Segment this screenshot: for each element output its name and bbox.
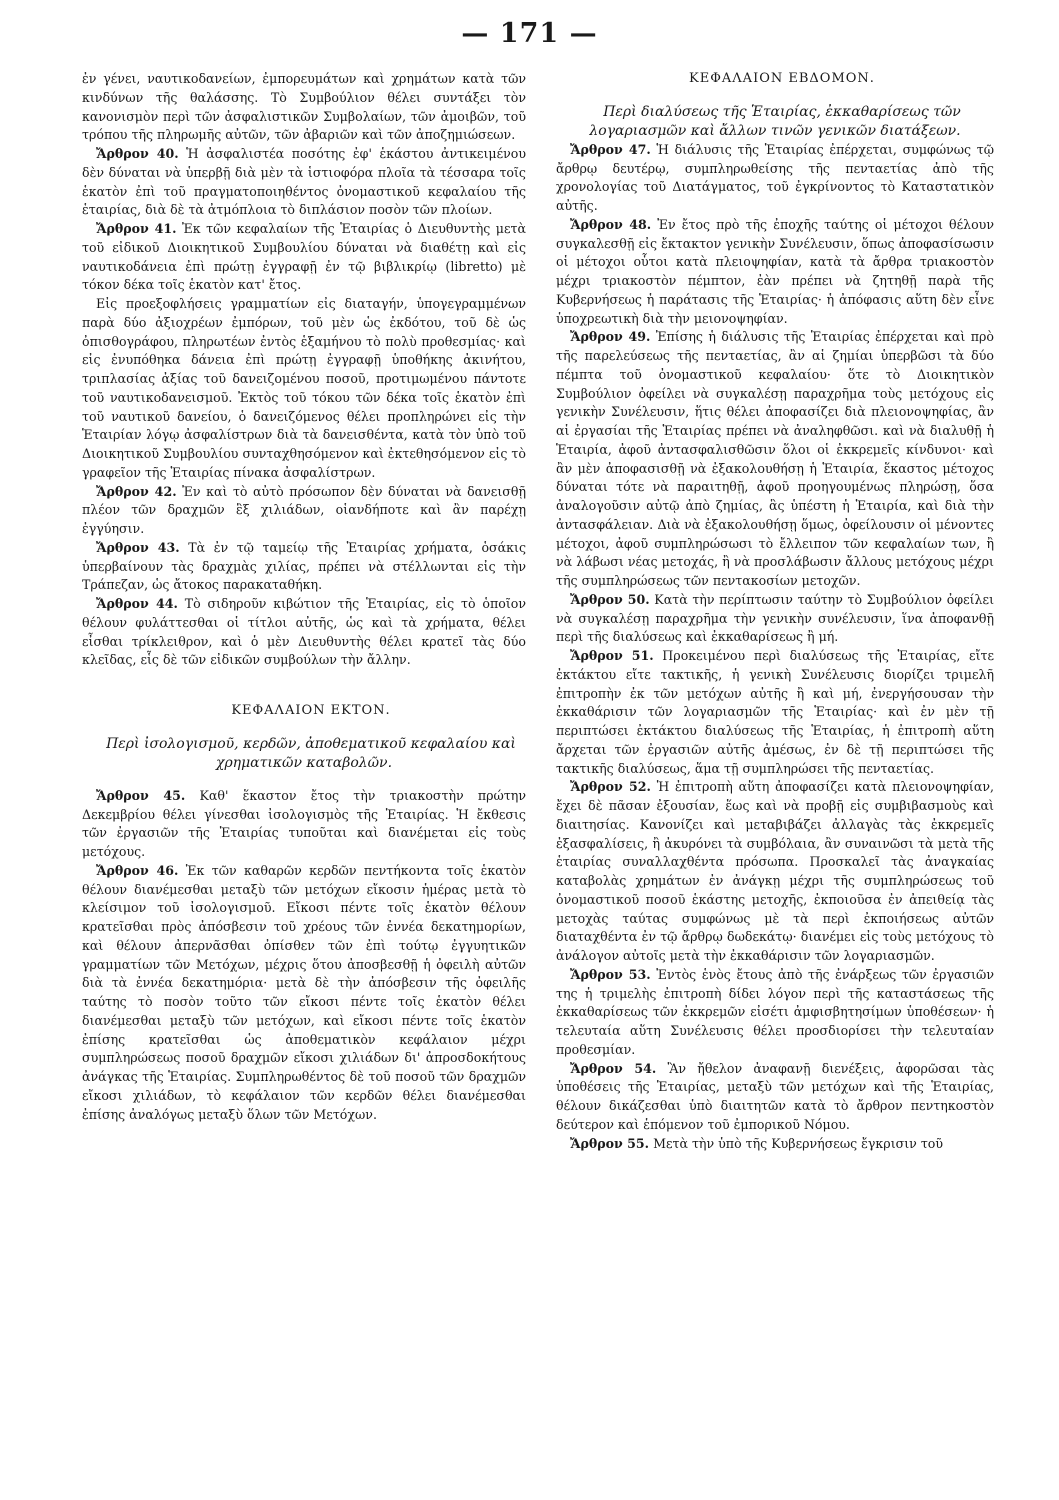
article-text: Προκειμένου περὶ διαλύσεως τῆς Ἑταιρίας, εἴτε ἐκτάκτου εἴτε τακτικῆς, ἡ γενικὴ Συνέλευσις διορίζει τριμελῆ ἐπιτροπὴν ἐκ τῶν μετόχων αὐτῆς ἢ καὶ μή, ἐνεργήσουσαν τὴν ἐκκαθάρισιν τῶν λογαριασμῶν τῆς Ἑταιρίας· καὶ ἐν μὲν τῇ περιπτώσει ἐκτάκτου διαλύσεως τῆς Ἑταιρίας, ἡ ἐπιτροπὴ αὕτη ἄρχεται τῶν ἐργασιῶν αὐτῆς ἀμέσως, ἐν δὲ τῇ περιπτώσει τῆς τακτικῆς διαλύσεως, ἅμα τῇ συμπληρώσει τῆς πενταετίας. (556, 648, 994, 776)
article-label: Ἄρθρον 51. (570, 648, 654, 663)
article-43 (82, 539, 526, 595)
chapter-6-title: ΚΕΦΑΛΑΙΟΝ ΕΚΤΟΝ. (231, 703, 391, 718)
article-51 (556, 647, 994, 778)
article-label: Ἄρθρον 53. (570, 966, 651, 982)
article-label: Ἄρθρον 41. (96, 221, 177, 236)
article-41 (82, 220, 526, 295)
article-text: Ἐκ τῶν καθαρῶν κερδῶν πεντήκοντα τοῖς ἑκατὸν θέλουν διανέμεσθαι μεταξὺ τῶν μετόχων εἴκοσιν ἡμέρας μετὰ τὸ κλείσιμον τοῦ ἰσολογισμοῦ. Εἴκοσι πέντε τοῖς ἑκατὸν θέλουν κρατεῖσθαι πρὸς ἀπόσβεσιν τοῦ χρέους τῶν ἐννέα δεκατημορίων, καὶ θέλουν ἀπερνᾶσθαι ὀπίσθεν τῶν ἐπὶ τούτῳ ἐγγυητικῶν γραμματίων τῶν Μετόχων, μέχρις ὅτου ἀποσβεσθῇ ἡ ὀφειλὴ αὐτῶν διὰ τὰ ἐννέα δεκατημόρια· μετὰ δὲ τὴν ἀπόσβεσιν τῆς ὀφειλῆς ταύτης τὸ ποσὸν τοῦτο τῶν εἴκοσι πέντε τοῖς ἑκατὸν θέλει διανέμεσθαι μεταξὺ τῶν μετόχων, καὶ εἴκοσι πέντε τοῖς ἑκατὸν ἐπίσης κρατεῖσθαι ὡς ἀποθεματικὸν κεφάλαιον μέχρι συμπληρώσεως ποσοῦ δραχμῶν εἴκοσι χιλιάδων δι' ἀπροσδοκήτους ἀνάγκας τῆς Ἑταιρίας. Συμπληρωθέντος δὲ τοῦ ποσοῦ τῶν δραχμῶν εἴκοσι χιλιάδων, τὸ κεφάλαιον τῶν κερδῶν θέλει διανέμεσθαι ἐπίσης ἀναλόγως μεταξὺ ὅλων τῶν Μετόχων. (82, 862, 526, 1122)
article-label: Ἄρθρον 45. (96, 787, 186, 803)
article-text: Ἡ ἀσφαλιστέα ποσότης ἐφ' ἑκάστου ἀντικειμένου δὲν δύναται νὰ ὑπερβῇ διὰ μὲν τὰ ἱστιοφόρα πλοῖα τὰ τέσσαρα τοῖς ἑκατὸν ἐπὶ τοῦ πραγματοποιηθέντος ὀνομαστικοῦ κεφαλαίου τῆς ἑταιρίας, διὰ δὲ τὰ ἀτμόπλοια τὸ διπλάσιον ποσὸν τῶν πλοίων. (82, 146, 527, 218)
article-text: Ἐπίσης ἡ διάλυσις τῆς Ἑταιρίας ἐπέρχεται καὶ πρὸ τῆς παρελεύσεως τῆς πενταετίας, ἂν αἱ ζημίαι ὑπερβῶσι τὰ δύο πέμπτα τοῦ ὀνομαστικοῦ κεφαλαίου· ὅτε τὸ Διοικητικὸν Συμβούλιον ὀφείλει νὰ συγκαλέσῃ παραχρῆμα τοὺς μετόχους εἰς γενικὴν Συνέλευσιν, ἥτις θέλει ἀποφασίζει διὰ πλειονοψηφίας, ἂν αἱ ἐργασίαι τῆς Ἑταιρίας πρέπει νὰ ἀναληφθῶσι. καὶ νὰ διαλυθῇ ἡ Ἑταιρία, ἀφοῦ ἀντασφαλισθῶσιν ὅλοι οἱ ἐκκρεμεῖς κίνδυνοι· καὶ ἂν μὲν ἀποφασισθῇ νὰ ἐξακολουθήσῃ ἡ Ἑταιρία, ἕκαστος μέτοχος δύναται τότε νὰ παραιτηθῇ, ἀφοῦ προηγουμένως πληρώσῃ, ὅσα ἀναλογοῦσιν αὐτῷ ἀπὸ ζημίας, ἃς ὑπέστη ἡ Ἑταιρία, καὶ διὰ τὴν ἀντασφάλειαν. Διὰ νὰ ἐξακολουθήσῃ ὅμως, ὀφείλουσιν οἱ μένοντες μέτοχοι, ἀφοῦ συμπληρώσωσι τὸ ἔλλειπον τῶν κεφαλαίων των, ἢ νὰ λάβωσι νέας μετοχάς, ἢ νὰ προσλάβωσιν ἄλλους μετόχους μέχρι τῆς συμπληρώσεως τῶν πεντακοσίων μετοχῶν. (556, 329, 994, 588)
article-text: Ἐκ τῶν κεφαλαίων τῆς Ἑταιρίας ὁ Διευθυντὴς μετὰ τοῦ εἰδικοῦ Διοικητικοῦ Συμβουλίου δύναται νὰ διαθέτῃ καὶ εἰς ναυτικοδάνεια ἐπὶ πρώτῃ ἐγγραφῇ ἐν τῷ βιβλικρίῳ (libretto) μὲ τόκον δέκα τοῖς ἑκατὸν κατ' ἔτος. (82, 221, 526, 293)
chapter-6-subtitle: Περὶ ἰσολογισμοῦ, κερδῶν, ἀποθεματικοῦ κεφαλαίου καὶ χρηματικῶν καταβολῶν. (106, 735, 516, 771)
article-label: Ἄρθρον 55. (570, 1135, 650, 1151)
article-label: Ἄρθρον 44. (96, 596, 178, 611)
chapter-7-title: ΚΕΦΑΛΑΙΟΝ ΕΒΔΟΜΟΝ. (689, 71, 875, 86)
page-number: — 171 — (461, 18, 598, 49)
left-column (82, 70, 526, 1124)
article-53 (556, 966, 994, 1060)
article-label: Ἄρθρον 47. (570, 141, 651, 157)
article-text: Τὰ ἐν τῷ ταμείῳ τῆς Ἑταιρίας χρήματα, ὁσάκις ὑπερβαίνουν τὰς δραχμὰς χιλίας, πρέπει νὰ στέλλωνται εἰς τὴν Τράπεζαν, ὡς ἄτοκος παρακαταθήκη. (82, 539, 526, 593)
article-label: Ἄρθρον 50. (570, 591, 650, 607)
article-text: Ἡ ἐπιτροπὴ αὕτη ἀποφασίζει κατὰ πλειονοψηφίαν, ἔχει δὲ πᾶσαν ἐξουσίαν, ἕως καὶ νὰ προβῇ εἰς συμβιβασμοὺς καὶ διαιτησίας. Κανονίζει καὶ μεταβιβάζει ἀλλαγὰς τὰς ἐκκρεμεῖς ἐξασφαλίσεις, ἢ ἀκυρόνει τὰ συμβόλαια, ἂν συναινῶσι τὰ μετὰ τῆς ἑταιρίας συναλλαχθέντα πρόσωπα. Προσκαλεῖ τὰς ἀναγκαίας καταβολὰς χρημάτων ἐν ἀνάγκῃ μέχρι τῆς συμπληρώσεως τοῦ ὀνομαστικοῦ ποσοῦ ἑκάστης μετοχῆς, ἐκποιοῦσα ἐν ἀπειθείᾳ τὰς μετοχὰς ταύτας συμφώνως μὲ τὰ περὶ ἐκποιήσεως αὐτῶν διαταχθέντα ἐν τῷ ἄρθρῳ δωδεκάτῳ· διανέμει εἰς τοὺς μετόχους τὸ ἀνάλογον αὐτοῖς μετὰ τὴν ἐκκαθάρισιν τῶν λογαριασμῶν. (556, 779, 994, 963)
article-text: Ἡ διάλυσις τῆς Ἑταιρίας ἐπέρχεται, συμφώνως τῷ ἄρθρῳ δευτέρῳ, συμπληρωθείσης τῆς πενταετίας ἀπὸ τῆς χρονολογίας τοῦ Διατάγματος, τοῦ ἐγκρίνοντος τὸ Καταστατικὸν αὐτῆς. (556, 141, 994, 213)
article-label: Ἄρθρον 42. (96, 483, 177, 499)
article-49 (556, 328, 994, 591)
article-label: Ἄρθρον 54. (570, 1060, 657, 1076)
article-label: Ἄρθρον 43. (96, 539, 180, 555)
article-42 (82, 483, 526, 539)
article-40 (82, 145, 526, 220)
article-44 (82, 595, 526, 670)
article-52 (556, 778, 994, 966)
article-label: Ἄρθρον 49. (570, 329, 651, 345)
article-text: Τὸ σιδηροῦν κιβώτιον τῆς Ἑταιρίας, εἰς τὸ ὁποῖον θέλουν φυλάττεσθαι οἱ τίτλοι αὐτῆς, ὡς καὶ τὰ χρήματα, θέλει εἶσθαι τρίκλειθρον, καὶ ὁ μὲν Διευθυντὴς θέλει κρατεῖ τὰς δύο κλεῖδας, εἷς δὲ τῶν εἰδικῶν συμβούλων τὴν ἄλλην. (82, 596, 526, 668)
article-text: Μετὰ τὴν ὑπὸ τῆς Κυβερνήσεως ἔγκρισιν τοῦ (649, 1135, 944, 1151)
article-text: Ἐντὸς ἑνὸς ἔτους ἀπὸ τῆς ἐνάρξεως τῶν ἐργασιῶν της ἡ τριμελὴς ἐπιτροπὴ δίδει λόγον περὶ τῆς καταστάσεως τῆς ἐκκαθαρίσεως τῶν ἐκκρεμῶν εἰσέτι ἀμφισβητησίμων ὑποθέσεων· ἡ τελευταία αὕτη Συνέλευσις θέλει προσδιορίσει τὴν τελευταίαν προθεσμίαν. (556, 966, 994, 1057)
article-label: Ἄρθρον 40. (96, 146, 179, 161)
article-55 (556, 1135, 994, 1154)
paragraph: ἐν γένει, ναυτικοδανείων, ἐμπορευμάτων καὶ χρημάτων κατὰ τῶν κινδύνων τῆς θαλάσσης. Τὸ Συμβούλιον θέλει συντάξει τὸν κανονισμὸν περὶ τῶν ἀσφαλιστικῶν Συμβολαίων, τῶν ἀμοιβῶν, τοῦ τρόπου τῆς πληρωμῆς αὐτῶν, τῶν ἀβαριῶν καὶ τῶν ἀποζημιώσεων. (82, 71, 526, 143)
right-column (556, 70, 994, 1153)
article-text: Ἐν καὶ τὸ αὐτὸ πρόσωπον δὲν δύναται νὰ δανεισθῇ πλέον τῶν δραχμῶν ἓξ χιλιάδων, οἱανδήποτε καὶ ἂν παρέχῃ ἐγγύησιν. (82, 483, 526, 536)
article-48 (556, 216, 994, 329)
paragraph: Εἰς προεξοφλήσεις γραμματίων εἰς διαταγήν, ὑπογεγραμμένων παρὰ δύο ἀξιοχρέων ἐμπόρων, τοῦ μὲν ὡς ἐκδότου, τοῦ δὲ ὡς ὀπισθογράφου, πληρωτέων ἐντὸς ἑξαμήνου τὸ πολὺ προθεσμίας· καὶ εἰς ἐνυπόθηκα δάνεια ἐπὶ πρώτῃ ἐγγραφῇ ὑποθήκης ἀκινήτου, τριπλασίας ἀξίας τοῦ δανειζομένου ποσοῦ, προτιμωμένου πάντοτε τοῦ ναυτικοδανεισμοῦ. Ἐκτὸς τοῦ τόκου τῶν δέκα τοῖς ἑκατὸν ἐπὶ τοῦ ναυτικοῦ δανείου, ὁ δανειζόμενος θέλει προπληρώνει εἰς τὴν Ἑταιρίαν λόγῳ ἀσφαλίστρων διὰ τὰ δανεισθέντα, κατὰ τὸν ὑπὸ τοῦ Διοικητικοῦ Συμβουλίου συνταχθησόμενον καὶ ἐκτεθησόμενον εἰς τὸ γραφεῖον τῆς Ἑταιρίας πίνακα ἀσφαλίστρων. (82, 296, 526, 480)
article-47 (556, 141, 994, 216)
article-54 (556, 1060, 994, 1135)
article-label: Ἄρθρον 46. (96, 862, 179, 878)
chapter-7-subtitle: Περὶ διαλύσεως τῆς Ἑταιρίας, ἐκκαθαρίσεως τῶν λογαριασμῶν καὶ ἄλλων τινῶν γενικῶν διατάξεων. (589, 103, 961, 139)
article-text: Κατὰ τὴν περίπτωσιν ταύτην τὸ Συμβούλιον ὀφείλει νὰ συγκαλέσῃ παραχρῆμα τὴν γενικὴν συνέλευσιν, ἵνα ἀποφανθῇ περὶ τῆς διαλύσεως καὶ ἐκκαθαρίσεως ἢ μή. (556, 591, 995, 645)
article-label: Ἄρθρον 52. (570, 779, 651, 795)
article-text: Ἂν ἤθελον ἀναφανῇ διενέξεις, ἀφορῶσαι τὰς ὑποθέσεις τῆς Ἑταιρίας, μεταξὺ τῶν μετόχων καὶ τῆς Ἑταιρίας, θέλουν δικάζεσθαι ὑπὸ διαιτητῶν κατὰ τὸ ἄρθρον πεντηκοστὸν δεύτερον καὶ ἑπόμενον τοῦ ἐμπορικοῦ Νόμου. (556, 1060, 994, 1132)
article-50 (556, 591, 994, 647)
article-45 (82, 787, 526, 862)
article-text: Ἐν ἔτος πρὸ τῆς ἐποχῆς ταύτης οἱ μέτοχοι θέλουν συγκαλεσθῇ εἰς ἔκτακτον γενικὴν Συνέλευσιν, ὅπως ἀποφασίσωσιν οἱ μέτοχοι οὗτοι κατὰ πλειοψηφίαν, κατὰ τὰ ἄρθρα τριακοστὸν μέχρι τριακοστὸν πέμπτον, ἐὰν πρέπει νὰ ζητηθῇ παρὰ τῆς Κυβερνήσεως ἡ παράτασις τῆς Ἑταιρίας· ἡ ἀπόφασις αὕτη δὲν εἶνε ὑποχρεωτικὴ διὰ τὴν μειονοψηφίαν. (556, 216, 994, 326)
article-label: Ἄρθρον 48. (570, 216, 652, 232)
article-text: Καθ' ἕκαστον ἔτος τὴν τριακοστὴν πρώτην Δεκεμβρίου θέλει γίνεσθαι ἰσολογισμὸς τῆς Ἑταιρίας. Ἡ ἔκθεσις τῶν ἐργασιῶν τῆς Ἑταιρίας τυποῦται καὶ διανέμεται εἰς τοὺς μετόχους. (82, 787, 526, 859)
article-46 (82, 862, 526, 1125)
